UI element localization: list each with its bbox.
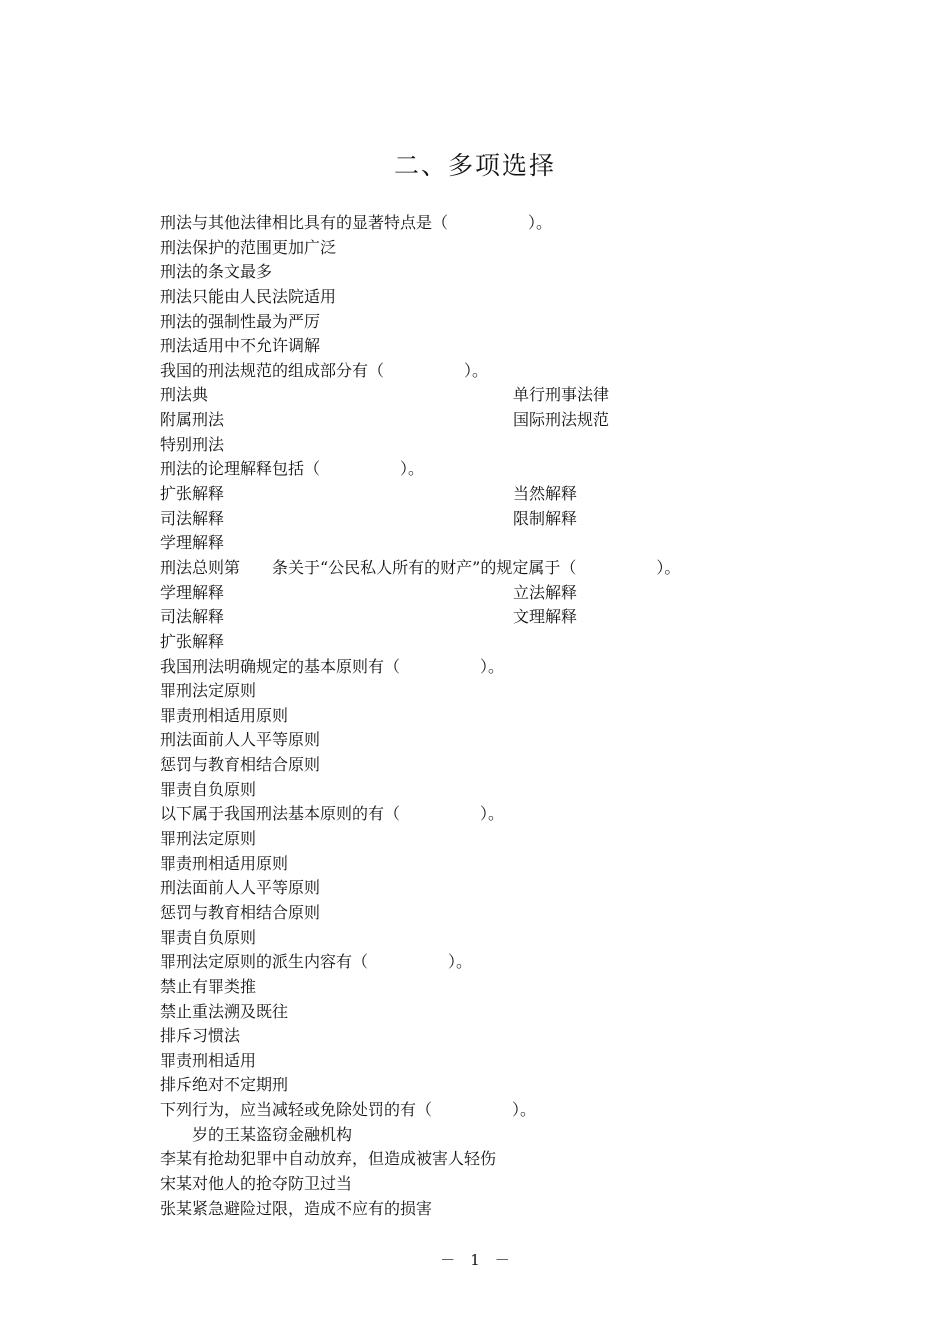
line-text: 司法解释 <box>160 607 225 627</box>
line-text: 排斥习惯法 <box>160 1026 241 1046</box>
line-text: 附属刑法 <box>160 410 225 430</box>
line-text: 下列行为，应当减轻或免除处罚的有（ ）。 <box>160 1100 537 1120</box>
line-text-right-column: 当然解释 <box>513 484 578 504</box>
line-text: 扩张解释 <box>160 631 225 651</box>
line-text: 罪刑法定原则的派生内容有（ ）。 <box>160 952 473 972</box>
document-line <box>160 408 800 433</box>
document-line <box>160 211 800 236</box>
document-line <box>160 310 800 335</box>
line-text: 司法解释 <box>160 508 225 528</box>
line-text-right-column: 立法解释 <box>513 582 578 602</box>
document-line <box>160 975 800 1000</box>
document-line <box>160 1073 800 1098</box>
line-text: 以下属于我国刑法基本原则的有（ ）。 <box>160 804 505 824</box>
document-line <box>160 433 800 458</box>
line-text: 刑法的强制性最为严厉 <box>160 311 321 331</box>
document-line <box>160 1049 800 1074</box>
line-text: 排斥绝对不定期刑 <box>160 1075 289 1095</box>
document-line <box>160 482 800 507</box>
document-line <box>160 802 800 827</box>
line-text: 张某紧急避险过限，造成不应有的损害 <box>160 1198 433 1218</box>
document-body <box>160 211 800 1221</box>
document-line <box>160 1024 800 1049</box>
document-line <box>160 285 800 310</box>
line-text: 刑法与其他法律相比具有的显著特点是（ ）。 <box>160 213 553 232</box>
page-number: － 1 － <box>440 1251 510 1269</box>
document-line <box>160 605 800 630</box>
document-line <box>160 507 800 532</box>
line-text: 学理解释 <box>160 533 225 553</box>
line-text: 岁的王某盗窃金融机构 <box>160 1124 353 1144</box>
line-text: 禁止重法溯及既往 <box>160 1001 289 1021</box>
line-text: 我国的刑法规范的组成部分有（ ）。 <box>160 360 489 380</box>
line-text: 刑法面前人人平等原则 <box>160 878 321 898</box>
document-line <box>160 556 800 581</box>
line-text: 刑法总则第 条关于“公民私人所有的财产”的规定属于（ ）。 <box>160 557 681 577</box>
document-line <box>160 1197 800 1222</box>
line-text: 罪责自负原则 <box>160 779 257 799</box>
document-line <box>160 531 800 556</box>
document-line <box>160 852 800 877</box>
document-line <box>160 581 800 606</box>
document-line <box>160 704 800 729</box>
line-text: 刑法适用中不允许调解 <box>160 336 321 356</box>
document-line <box>160 1123 800 1148</box>
document-line <box>160 383 800 408</box>
line-text: 刑法的论理解释包括（ ）。 <box>160 459 425 479</box>
line-text: 学理解释 <box>160 582 225 602</box>
document-line <box>160 457 800 482</box>
page-title: 二、多项选择 <box>393 151 556 180</box>
line-text: 刑法的条文最多 <box>160 262 273 282</box>
document-line <box>160 655 800 680</box>
document-line <box>160 950 800 975</box>
line-text: 禁止有罪类推 <box>160 976 257 996</box>
document-line <box>160 827 800 852</box>
line-text: 特别刑法 <box>160 434 225 454</box>
document-line <box>160 679 800 704</box>
document-line <box>160 236 800 261</box>
line-text: 罪责自负原则 <box>160 927 257 947</box>
line-text: 惩罚与教育相结合原则 <box>160 755 321 775</box>
document-line <box>160 1000 800 1025</box>
document-line <box>160 1147 800 1172</box>
line-text: 罪责刑相适用原则 <box>160 705 289 725</box>
document-line <box>160 1172 800 1197</box>
line-text: 刑法面前人人平等原则 <box>160 730 321 750</box>
line-text-right-column: 限制解释 <box>513 508 578 528</box>
document-line <box>160 876 800 901</box>
line-text-right-column: 国际刑法规范 <box>513 410 610 430</box>
line-text: 罪刑法定原则 <box>160 681 257 701</box>
document-line <box>160 1098 800 1123</box>
document-line <box>160 778 800 803</box>
document-line <box>160 359 800 384</box>
line-text: 罪责刑相适用原则 <box>160 853 289 873</box>
document-line <box>160 260 800 285</box>
line-text: 宋某对他人的抢夺防卫过当 <box>160 1173 353 1193</box>
line-text: 罪刑法定原则 <box>160 829 257 849</box>
line-text: 刑法典 <box>160 385 209 405</box>
document-line <box>160 753 800 778</box>
line-text: 惩罚与教育相结合原则 <box>160 902 321 922</box>
line-text: 我国刑法明确规定的基本原则有（ ）。 <box>160 656 505 676</box>
line-text: 刑法只能由人民法院适用 <box>160 286 337 306</box>
document-line <box>160 901 800 926</box>
line-text: 罪责刑相适用 <box>160 1050 257 1070</box>
line-text: 李某有抢劫犯罪中自动放弃，但造成被害人轻伤 <box>160 1149 497 1169</box>
line-text-right-column: 文理解释 <box>513 607 578 627</box>
document-line <box>160 926 800 951</box>
line-text: 扩张解释 <box>160 484 225 504</box>
document-line <box>160 630 800 655</box>
line-text: 刑法保护的范围更加广泛 <box>160 237 337 257</box>
document-line <box>160 334 800 359</box>
document-line <box>160 728 800 753</box>
line-text-right-column: 单行刑事法律 <box>513 385 610 405</box>
